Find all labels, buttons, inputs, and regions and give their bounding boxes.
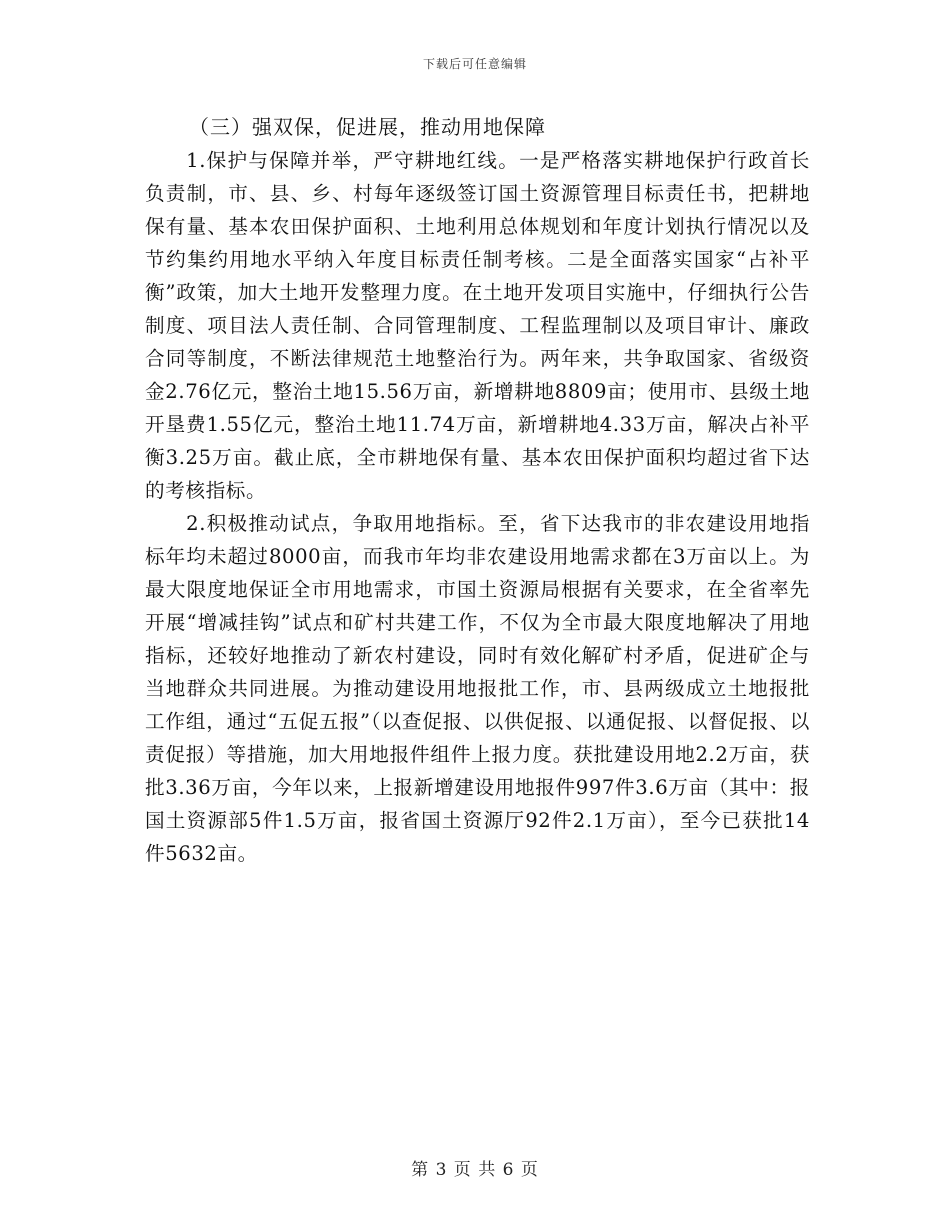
paragraph-2: 2.积极推动试点，争取用地指标。至，省下达我市的非农建设用地指标年均未超过8000亩，而我市年均非农建设用地需求都在3万亩以上。为最大限度地保证全市用地需求，市国土资源局根据有关要求，在全省率先开展“增减挂钩”试点和矿村共建工作，不仅为全市最大限度地解决了用地指标，还较好地推动了新农村建设，同时有效化解矿村矛盾，促进矿企与当地群众共同进展。为推动建设用地报批工作，市、县两级成立土地报批工作组，通过“五促五报”（以查促报、以供促报、以通促报、以督促报、以责促报）等措施，加大用地报件组件上报力度。获批建设用地2.2万亩，获批3.36万亩，今年以来，上报新增建设用地报件997件3.6万亩（其中：报国土资源部5件1.5万亩，报省国土资源厅92件2.1万亩），至今已获批14件5632亩。 (145, 512, 810, 865)
page-header-note: 下载后可任意编辑 (422, 57, 527, 71)
paragraph-1: 1.保护与保障并举，严守耕地红线。一是严格落实耕地保护行政首长负责制，市、县、乡、村每年逐级签订国土资源管理目标责任书，把耕地保有量、基本农田保护面积、土地利用总体规划和年度计划执行情况以及节约集约用地水平纳入年度目标责任制考核。二是全面落实国家“占补平衡”政策，加大土地开发整理力度。在土地开发项目实施中，仔细执行公告制度、项目法人责任制、合同管理制度、工程监理制以及项目审计、廉政合同等制度，不断法律规范土地整治行为。两年来，共争取国家、省级资金2.76亿元，整治土地15.56万亩，新增耕地8809亩；使用市、县级土地开垦费1.55亿元，整治土地11.74万亩，新增耕地4.33万亩，解决占补平衡3.25万亩。截止底，全市耕地保有量、基本农田保护面积均超过省下达的考核指标。 (145, 149, 810, 502)
document-body (145, 110, 810, 870)
section-heading: （三）强双保，促进展，推动用地保障 (189, 115, 546, 139)
page-number: 第 3 页 共 6 页 (411, 1160, 539, 1180)
